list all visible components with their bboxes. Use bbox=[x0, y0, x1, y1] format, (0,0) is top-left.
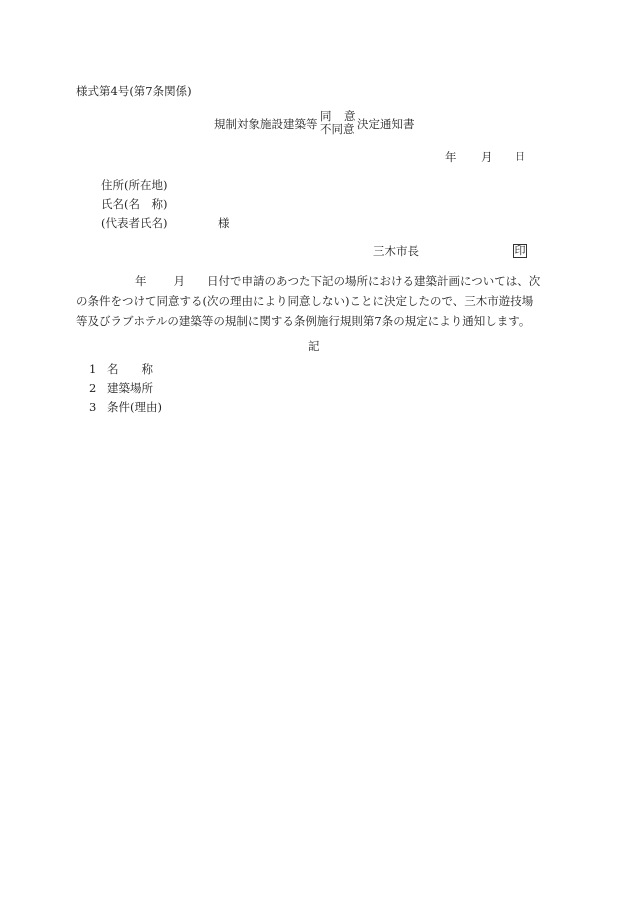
item-label: 名 称 bbox=[107, 362, 153, 376]
representative-label: (代表者氏名) bbox=[101, 216, 168, 230]
ki-heading: 記 bbox=[308, 339, 320, 353]
body-line-1 bbox=[76, 271, 552, 291]
honorific: 様 bbox=[218, 216, 230, 230]
title-main: 規制対象施設建築等 bbox=[214, 117, 318, 131]
date-year: 年 bbox=[445, 150, 457, 164]
seal-mark: 印 bbox=[514, 244, 526, 257]
title-non-consent: 不同意 bbox=[320, 122, 355, 136]
title-consent-b: 意 bbox=[344, 109, 356, 123]
name-label: 氏名(名 称) bbox=[101, 197, 168, 211]
body-paragraph bbox=[76, 271, 552, 331]
body-line-1-rest: 日付で申請のあつた下記の場所における建築計画については、次 bbox=[207, 274, 541, 288]
form-number: 様式第4号(第7条関係) bbox=[76, 84, 192, 98]
item-number: 1 bbox=[89, 362, 97, 376]
date-day: 日 bbox=[515, 152, 525, 163]
item-number: 2 bbox=[89, 381, 97, 395]
item-label: 条件(理由) bbox=[107, 400, 162, 414]
item-label: 建築場所 bbox=[107, 381, 153, 395]
item-number: 3 bbox=[89, 400, 97, 414]
title-consent-a: 同 bbox=[320, 109, 332, 123]
address-label: 住所(所在地) bbox=[101, 178, 168, 192]
title-tail: 決定通知書 bbox=[357, 117, 415, 131]
date-month: 月 bbox=[481, 150, 493, 164]
title-consent bbox=[320, 109, 356, 123]
body-line-2: の条件をつけて同意する(次の理由により同意しない)ことに決定したので、三木市遊技場 bbox=[76, 294, 534, 308]
body-month: 月 bbox=[173, 274, 185, 288]
body-year: 年 bbox=[135, 274, 147, 288]
mayor-title: 三木市長 bbox=[373, 244, 419, 258]
body-line-3: 等及びラブホテルの建築等の規制に関する条例施行規則第7条の規定により通知します。 bbox=[76, 314, 531, 328]
